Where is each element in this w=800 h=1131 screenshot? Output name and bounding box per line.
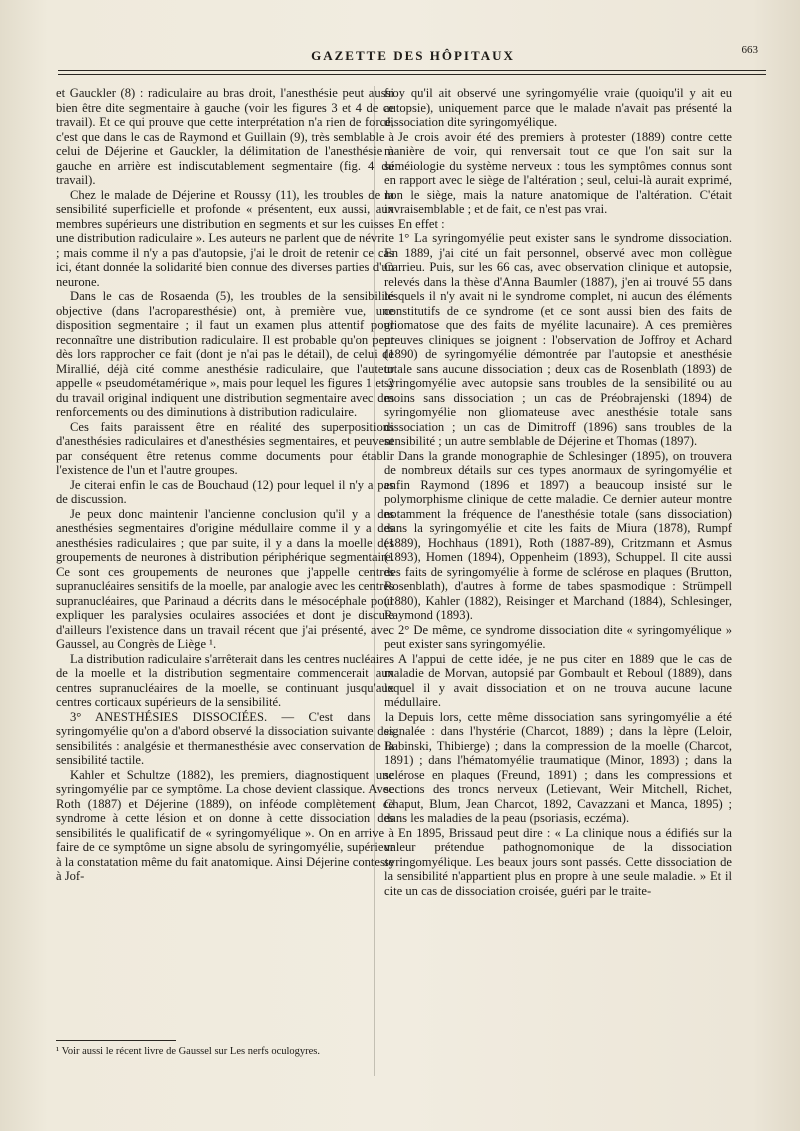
- running-header: [60, 40, 766, 68]
- paragraph: Je citerai enfin le cas de Bouchaud (12) pour lequel il n'y a pas de discussion.: [56, 477, 394, 506]
- paragraph: A l'appui de cette idée, je ne pus citer en 1889 que le cas de maladie de Morvan, autopsié par Gombault et Reboul (1889), dans lequel il y avait dissociation et on ne trouva aucune lacune médullaire.: [384, 651, 732, 709]
- paragraph: 1° La syringomyélie peut exister sans le syndrome dissociation. En 1889, j'ai cité un fait personnel, observé avec mon collègue Carrieu. Puis, sur les 66 cas, avec observation clinique et autopsie, relevés dans la thèse d'Anna Baumler (1887), j'en ai trouvé 55 dans lesquels il n'y avait ni le syndrome complet, ni aucun des éléments constitutifs de ce syndrome (et ce sont aussi bien des faits de gliomatose que des faits de myélite lacunaire). A ces premières preuves cliniques se joignent : l'observation de Joffroy et Achard (1890) de syringomyélie démontrée par l'autopsie et anesthésie totale sans aucune dissociation ; deux cas de Rosenblath (1893) de syringomyélie avec autopsie sans troubles de la sensibilité ou au moins sans dissociation ; un cas de Préobrajenski (1894) de syringomyélie non gliomateuse avec anesthésie totale sans dissociation ; un cas de Dimitroff (1896) sans troubles de la sensibilité ; un autre semblable de Déjerine et Thomas (1897).: [384, 231, 732, 448]
- paragraph: En effet :: [398, 216, 445, 231]
- page-number: 663: [741, 44, 758, 56]
- journal-title: GAZETTE DES HÔPITAUX: [311, 48, 515, 63]
- paragraph: Dans la grande monographie de Schlesinger (1895), on trouvera de nombreux détails sur ces types anormaux de syringomyélie et enfin Raymond (1896 et 1897) a beaucoup insisté sur le polymorphisme clinique de cette maladie. Ce dernier auteur montre notamment la fréquence de l'anesthésie totale (sans dissociation) dans la syringomyélie et cite les faits de Miura (1878), Rumpf (1889), Hochhaus (1891), Roth (1887-89), Critzmann et Asmus (1893), Homen (1894), Oppenheim (1893), Schuppel. Il cite aussi des faits de syringomyélie à forme de sclérose en plaques (Brutton, Rosenblath), d'autres à forme de tabes spasmodique : Strümpell (1880), Kahler (1882), Reisinger et Marchand (1884), Schlesinger, Raymond (1893).: [384, 448, 732, 622]
- paragraph: Ces faits paraissent être en réalité des superpositions d'anesthésies radiculaires et d'anesthésies segmentaires, et peuvent par conséquent être retenus comme documents pour établir l'existence de l'un et l'autre groupes.: [56, 419, 394, 477]
- paragraph: Depuis lors, cette même dissociation sans syringomyélie a été signalée : dans l'hystérie (Charcot, 1889) ; dans la lèpre (Leloir, Babinski, Thibierge) ; dans la compression de la moelle (Charcot, 1891) ; dans l'hématomyélie traumatique (Minor, 1893) ; dans la sclérose en plaques (Freund, 1891) ; dans les compressions et sections des troncs nerveux (Letievant, Weir Mitchell, Richet, Chaput, Blum, Jean Charcot, 1892, Cavazzani et Manca, 1895) ; dans les maladies de la peau (psoriasis, eczéma).: [384, 709, 732, 825]
- paragraph: froy qu'il ait observé une syringomyélie vraie (quoiqu'il y ait eu autopsie), uniquement parce que le malade n'avait pas présenté la dissociation dite syringomyélique.: [384, 86, 732, 129]
- footnote: [56, 1040, 394, 1058]
- paragraph: Kahler et Schultze (1882), les premiers, diagnostiquent une syringomyélie par ce symptôme. La chose devient classique. Avec Roth (1887) et Déjerine (1889), on inféode complètement ce syndrome à cette lésion et on donne à cette dissociation des sensibilités le qualificatif de « syringomyélique ». On en arrive à faire de ce symptôme un signe absolu de syringomyélie, supérieur à la constatation même du fait anatomique. Ainsi Déjerine conteste à Jof-: [56, 767, 394, 883]
- paragraph: En 1895, Brissaud peut dire : « La clinique nous a édifiés sur la valeur prétendue pathognomonique de la dissociation syringomyélique. Les beaux jours sont passés. Cette dissociation de la sensibilité n'appartient plus en propre à une seule maladie. » Et il cite un cas de dissociation croisée, guéri par le traite-: [384, 825, 732, 898]
- paragraph: Je crois avoir été des premiers à protester (1889) contre cette manière de voir, qui renversait tout ce que l'on sait sur la séméiologie du système nerveux : tous les symptômes connus sont en rapport avec le siège de l'altération ; seul, celui-là aurait exprimé, non le siège, mais la nature anatomique de l'altération. C'était invraisemblable ; et de fait, ce n'est pas vrai.: [384, 129, 732, 216]
- footnote-text: ¹ Voir aussi le récent livre de Gaussel sur Les nerfs oculogyres.: [56, 1046, 321, 1057]
- paragraph: Chez le malade de Déjerine et Roussy (11), les troubles de la sensibilité superficielle et profonde « présentent, eux aussi, aux membres supérieurs une distribution en segments et sur les cuisses une distribution radiculaire ». Les auteurs ne parlent que de névrite ; mais comme il n'y a pas d'autopsie, j'ai le droit de retenir ce cas ici, étant donnée la solidarité bien connue des diverses parties d'un neurone.: [56, 187, 394, 289]
- left-column: [56, 86, 394, 884]
- paragraph: Dans le cas de Rosaenda (5), les troubles de la sensibilité objective (dans l'acroparesthésie) ont, à première vue, une disposition segmentaire ; il faut un examen plus attentif pour reconnaître une distribution radiculaire. Il est probable qu'on peut dès lors rapprocher ce fait (dont je n'ai pas le détail), de celui de Mirallié, déjà cité comme anesthésie radiculaire, que l'auteur appelle « pseudométamérique », mais pour lequel les figures 1 et 2 du travail original indiquent une distribution segmentaire avec des renforcements ou des diminutions à distribution radiculaire.: [56, 289, 394, 419]
- column-divider: [374, 86, 375, 1076]
- footnote-rule: [56, 1040, 176, 1041]
- right-column: [384, 86, 732, 898]
- paragraph: et Gauckler (8) : radiculaire au bras droit, l'anesthésie peut aussi bien être dite segmentaire à gauche (voir les figures 3 et 4 de ce travail). Et ce qui prouve que cette interprétation n'a rien de forcé, c'est que dans le cas de Raymond et Guillain (9), très semblable à celui de Déjerine et Gauckler, la délimitation de l'anesthésie à gauche en arrière est indiscutablement segmentaire (fig. 4 du travail).: [56, 86, 394, 187]
- paragraph: Je peux donc maintenir l'ancienne conclusion qu'il y a des anesthésies segmentaires d'origine médullaire comme il y a des anesthésies radiculaires ; que par suite, il y a dans la moelle des groupements de neurones à distribution périphérique segmentaire. Ce sont ces groupements de neurones que j'appelle centres supranucléaires sensitifs de la moelle, par analogie avec les centres supranucléaires, que Parinaud a décrits dans le mésocéphale pour expliquer les paralysies oculaires associées et dont je discute d'ailleurs l'existence dans un travail récent que j'ai présenté, avec Gaussel, au Congrès de Liège ¹.: [56, 506, 394, 651]
- header-rule-top: [58, 70, 766, 71]
- paragraph: La distribution radiculaire s'arrêterait dans les centres nucléaires de la moelle et la distribution segmentaire commencerait aux centres supranucléaires de la moelle, se continuant jusqu'aux centres corticaux supérieurs de la sensibilité.: [56, 651, 394, 709]
- paragraph: 2° De même, ce syndrome dissociation dite « syringomyélique » peut exister sans syringomyélie.: [384, 622, 732, 651]
- section-paragraph: 3° ANESTHÉSIES DISSOCIÉES. — C'est dans la syringomyélie qu'on a d'abord observé la dissociation suivante des sensibilités : analgésie et thermanesthésie avec conservation de la sensibilité tactile.: [56, 709, 394, 767]
- header-rule-bottom: [58, 74, 766, 75]
